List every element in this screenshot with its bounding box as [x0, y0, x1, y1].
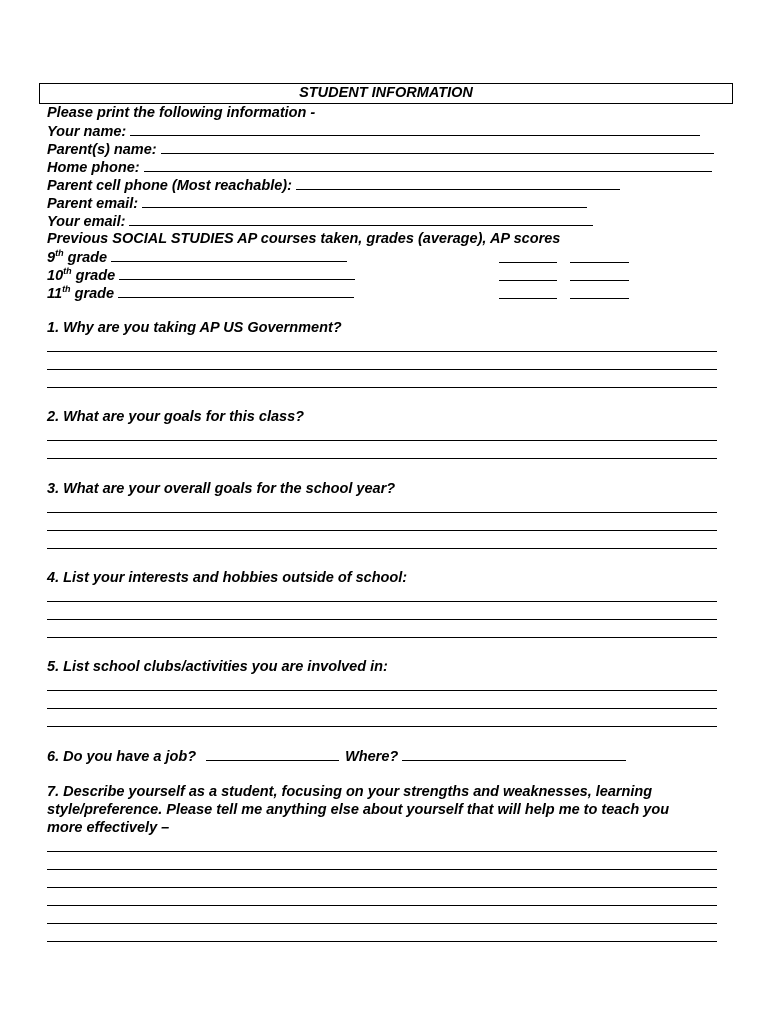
answer-line[interactable] — [47, 512, 717, 513]
your-name-row — [47, 122, 700, 140]
grade-9-course-field[interactable] — [111, 248, 347, 262]
where-label: Where? — [345, 749, 399, 765]
question-2: 2. What are your goals for this class? — [47, 409, 305, 425]
answer-line[interactable] — [47, 387, 717, 388]
parent-cell-row — [47, 176, 620, 194]
answer-line[interactable] — [47, 851, 717, 852]
answer-line[interactable] — [47, 601, 717, 602]
question-4: 4. List your interests and hobbies outside of school: — [47, 570, 408, 586]
grade-10-label: 10th grade — [47, 266, 116, 284]
prev-courses-text: Previous SOCIAL STUDIES AP courses taken, grades (average), AP scores — [47, 231, 561, 247]
grade-11-course-field[interactable] — [118, 284, 354, 298]
grade-9-label: 9th grade — [47, 248, 108, 266]
parent-cell-field[interactable] — [296, 176, 620, 190]
answer-line[interactable] — [47, 637, 717, 638]
parent-email-field[interactable] — [142, 194, 587, 208]
grade-11-average-field[interactable] — [499, 298, 557, 299]
grade-9-average-field[interactable] — [499, 262, 557, 263]
home-phone-field[interactable] — [144, 158, 712, 172]
question-7-line-3: more effectively – — [47, 820, 170, 836]
your-email-field[interactable] — [129, 212, 593, 226]
grade-11-ap-score-field[interactable] — [570, 298, 629, 299]
home-phone-label: Home phone: — [47, 160, 140, 176]
parent-email-row — [47, 194, 587, 212]
answer-line[interactable] — [47, 548, 717, 549]
answer-line[interactable] — [47, 905, 717, 906]
grade-10-course-field[interactable] — [119, 266, 355, 280]
answer-line[interactable] — [47, 619, 717, 620]
parents-name-row — [47, 140, 714, 158]
question-7-line-2: style/preference. Please tell me anything else about yourself that will help me to teach you — [47, 802, 670, 818]
answer-line[interactable] — [47, 530, 717, 531]
answer-line[interactable] — [47, 923, 717, 924]
your-email-label: Your email: — [47, 214, 126, 230]
parents-name-label: Parent(s) name: — [47, 142, 157, 158]
answer-line[interactable] — [47, 941, 717, 942]
grade-10-average-field[interactable] — [499, 280, 557, 281]
job-field[interactable] — [206, 747, 339, 761]
question-5: 5. List school clubs/activities you are involved in: — [47, 659, 388, 675]
parent-cell-label: Parent cell phone (Most reachable): — [47, 178, 292, 194]
answer-line[interactable] — [47, 869, 717, 870]
answer-line[interactable] — [47, 887, 717, 888]
answer-line[interactable] — [47, 458, 717, 459]
grade-row-9 — [47, 248, 347, 266]
answer-line[interactable] — [47, 690, 717, 691]
question-6-row — [47, 747, 626, 765]
question-7-line-1: 7. Describe yourself as a student, focusing on your strengths and weaknesses, learning — [47, 784, 653, 800]
your-name-field[interactable] — [130, 122, 700, 136]
parents-name-field[interactable] — [161, 140, 714, 154]
question-3: 3. What are your overall goals for the school year? — [47, 481, 396, 497]
grade-11-label: 11th grade — [47, 284, 115, 302]
grade-10-ap-score-field[interactable] — [570, 280, 629, 281]
grade-9-ap-score-field[interactable] — [570, 262, 629, 263]
answer-line[interactable] — [47, 726, 717, 727]
instruction-text: Please print the following information - — [47, 105, 316, 121]
grade-row-11 — [47, 284, 354, 302]
your-email-row — [47, 212, 593, 230]
grade-row-10 — [47, 266, 355, 284]
answer-line[interactable] — [47, 369, 717, 370]
answer-line[interactable] — [47, 440, 717, 441]
form-title: STUDENT INFORMATION — [39, 83, 733, 104]
question-6-label: 6. Do you have a job? — [47, 749, 197, 765]
question-1: 1. Why are you taking AP US Government? — [47, 320, 342, 336]
job-where-field[interactable] — [402, 747, 626, 761]
your-name-label: Your name: — [47, 124, 127, 140]
parent-email-label: Parent email: — [47, 196, 139, 212]
answer-line[interactable] — [47, 708, 717, 709]
answer-line[interactable] — [47, 351, 717, 352]
home-phone-row — [47, 158, 712, 176]
